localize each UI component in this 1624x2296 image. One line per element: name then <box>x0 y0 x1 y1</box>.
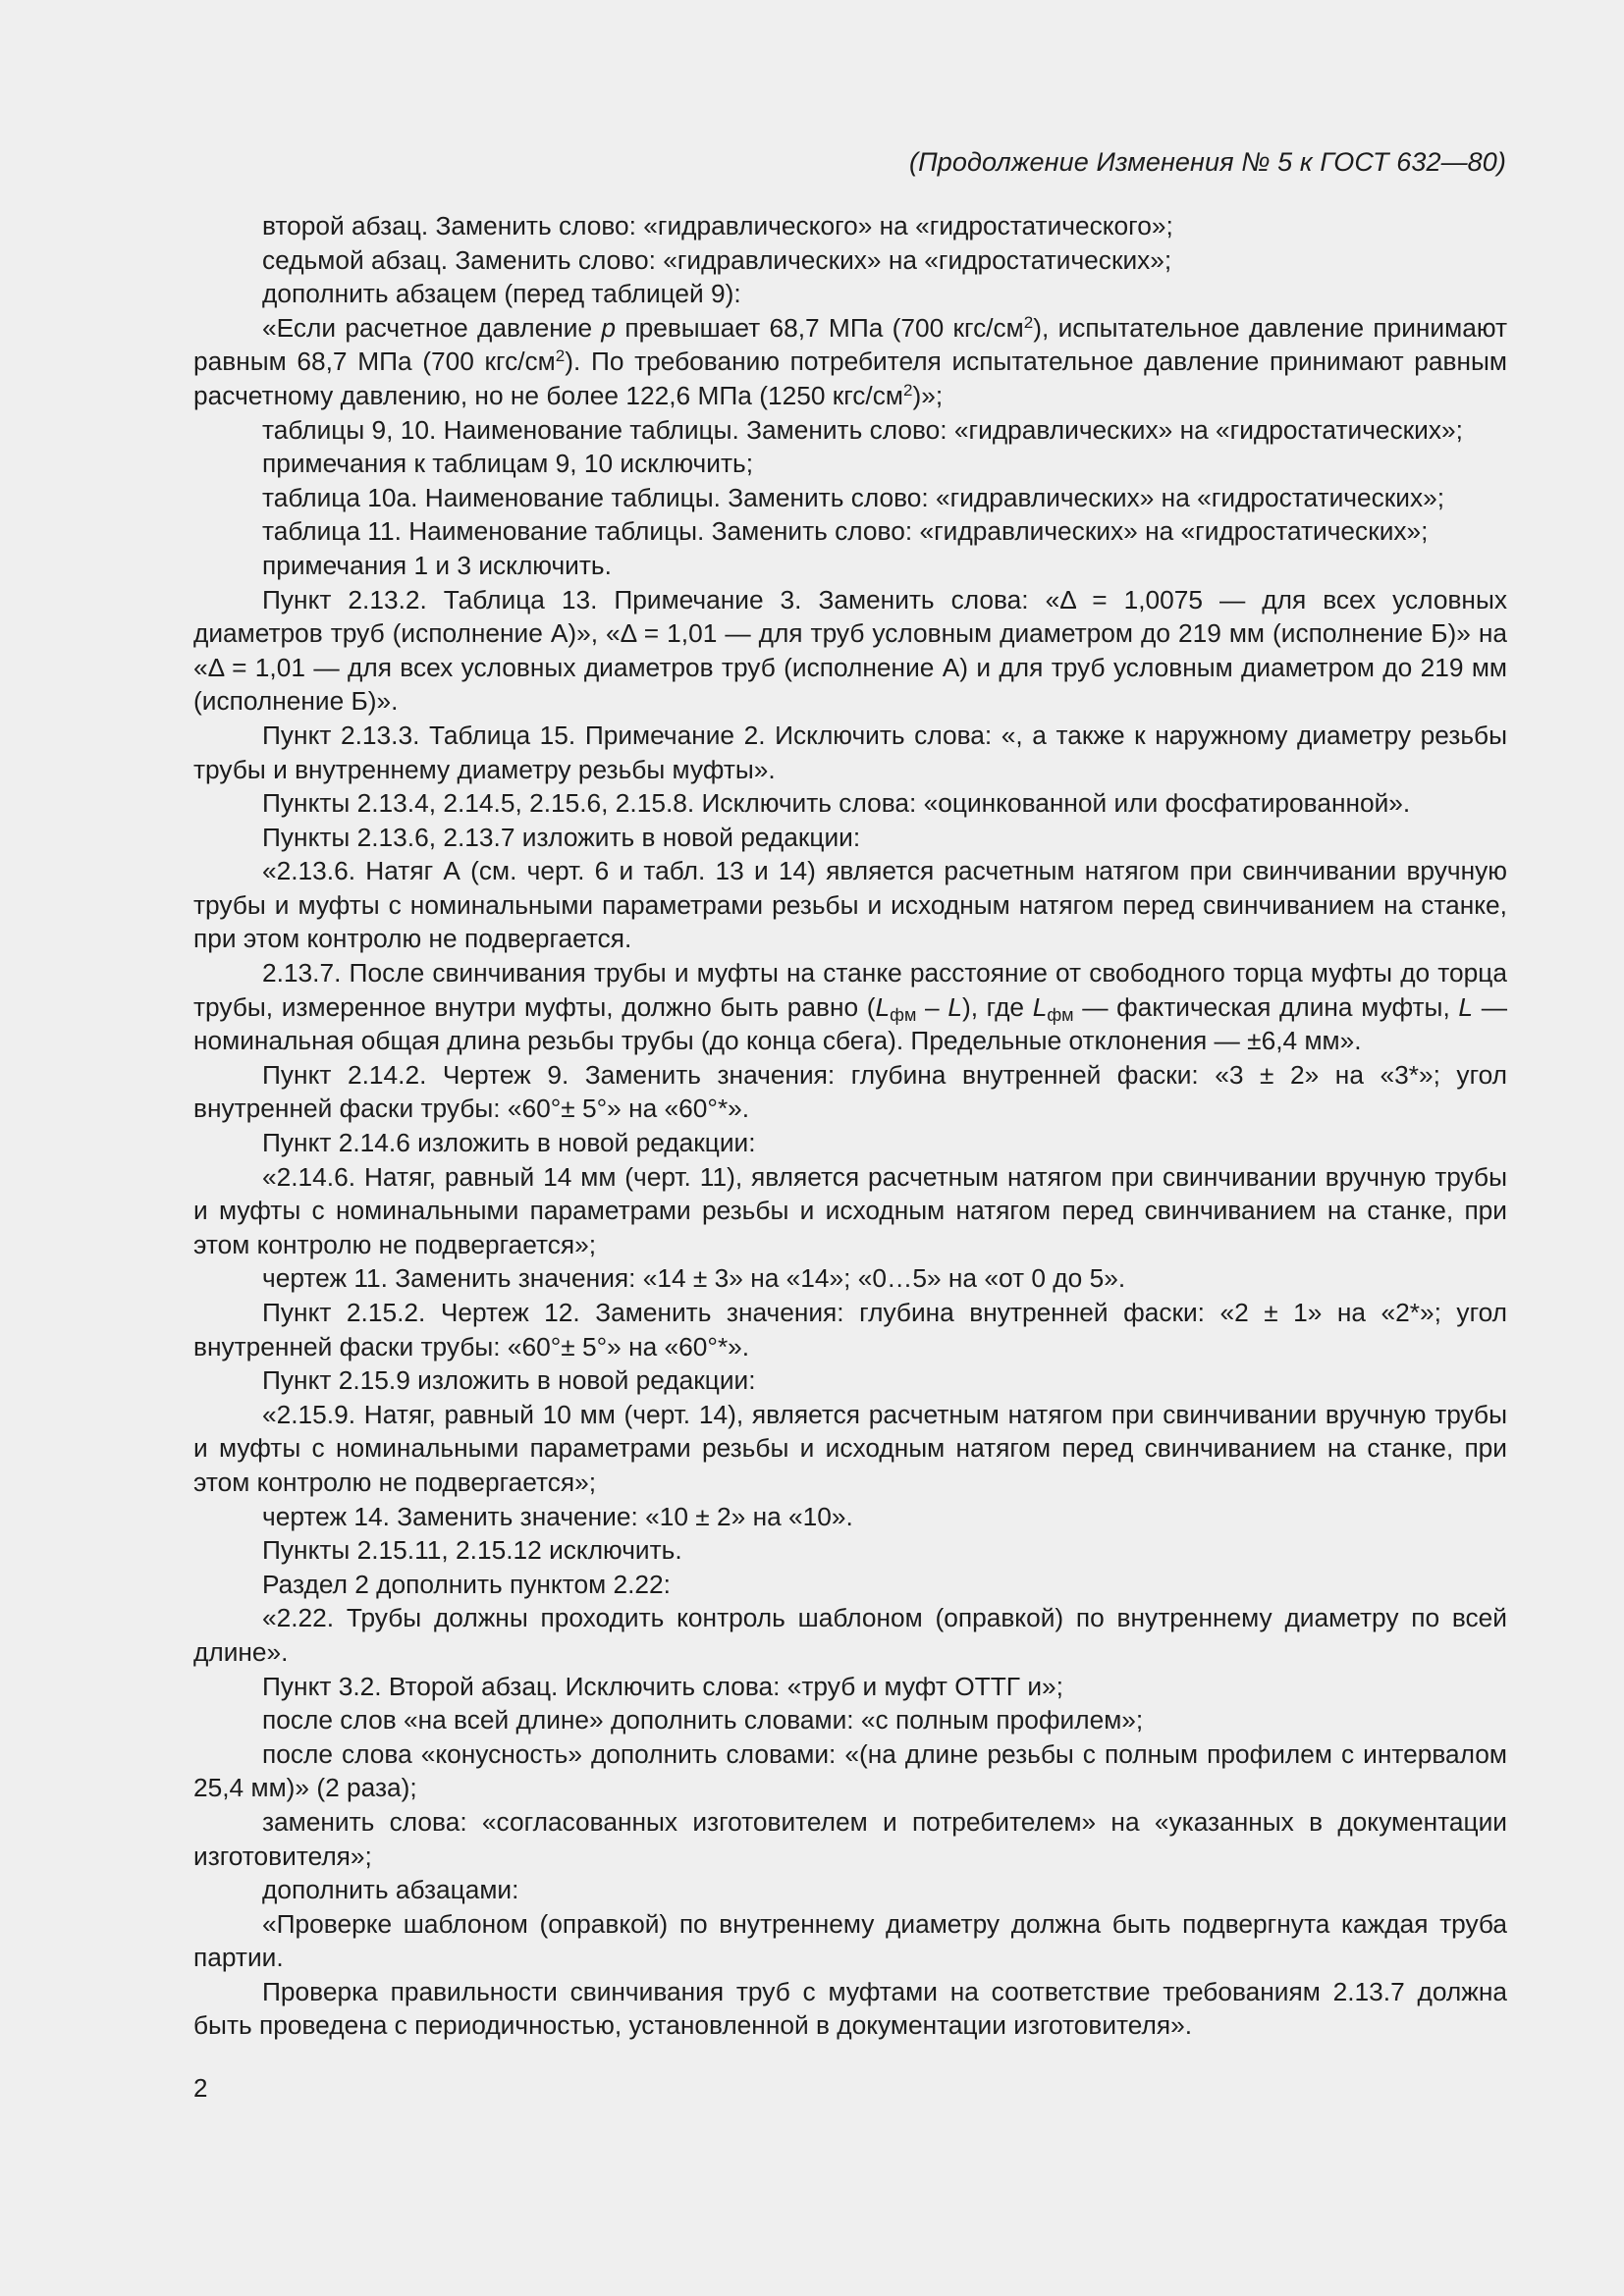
paragraph: седьмой абзац. Заменить слово: «гидравлических» на «гидростатических»; <box>262 244 1172 275</box>
paragraph: Пункт 2.15.2. Чертеж 12. Заменить значения: глубина внутренней фаски: «2 ± 1» на «2*»; угол внутренней фаски трубы: «60°± 5°» на «60°*». <box>193 1298 1507 1362</box>
paragraph: чертеж 11. Заменить значения: «14 ± 3» на «14»; «0…5» на «от 0 до 5». <box>262 1263 1126 1294</box>
paragraph: Пункт 3.2. Второй абзац. Исключить слова: «труб и муфт ОТТГ и»; <box>262 1671 1063 1701</box>
paragraph: примечания к таблицам 9, 10 исключить; <box>262 449 754 479</box>
paragraph: Пункт 2.13.3. Таблица 15. Примечание 2. Исключить слова: «, а также к наружному диаметру резьбы трубы и внутреннему диаметру резьбы муфты». <box>193 720 1507 784</box>
paragraph: таблицы 9, 10. Наименование таблицы. Заменить слово: «гидравлических» на «гидростатических»; <box>262 414 1463 445</box>
paragraph: дополнить абзацами: <box>262 1875 519 1905</box>
page-number: 2 <box>193 2073 208 2103</box>
paragraph: Пункт 2.13.2. Таблица 13. Примечание 3. Заменить слова: «Δ = 1,0075 — для всех условных диаметров труб (исполнение А)», «Δ = 1,01 — для труб условным диаметром до 219 мм (исполнение Б)» на «Δ = 1,01 — для всех условных диаметров труб (исполнение А) и для труб условным диаметром до 219 мм (исполнение Б)». <box>193 584 1507 717</box>
paragraph: Пункт 2.14.6 изложить в новой редакции: <box>262 1128 756 1158</box>
paragraph: таблица 10а. Наименование таблицы. Заменить слово: «гидравлических» на «гидростатических»; <box>262 482 1445 512</box>
paragraph: дополнить абзацем (перед таблицей 9): <box>262 279 741 309</box>
page-header: (Продолжение Изменения № 5 к ГОСТ 632—80) <box>909 147 1506 177</box>
paragraph: Пункт 2.14.2. Чертеж 9. Заменить значения: глубина внутренней фаски: «3 ± 2» на «3*»; угол внутренней фаски трубы: «60°± 5°» на «60°*». <box>193 1059 1507 1124</box>
paragraph: примечания 1 и 3 исключить. <box>262 550 612 580</box>
paragraph: 2.13.7. После свинчивания трубы и муфты на станке расстояние от свободного торца муфты до торца трубы, измеренное внутри муфты, должно быть равно $(L_{фм} - L)$, где $L_{фм}$ — фактическая длина муфты, L — номинальная общая длина резьбы трубы (до конца сбега). Предельные отклонения — ±6,4 мм». <box>193 958 1508 1056</box>
paragraph: после слова «конусность» дополнить словами: «(на длине резьбы с полным профилем с интервалом 25,4 мм)» (2 раза); <box>193 1738 1507 1803</box>
paragraph: чертеж 14. Заменить значение: «10 ± 2» на «10». <box>262 1501 853 1531</box>
paragraph: Пункты 2.13.6, 2.13.7 изложить в новой редакции: <box>262 822 861 852</box>
paragraph: Раздел 2 дополнить пунктом 2.22: <box>262 1569 671 1599</box>
paragraph: после слов «на всей длине» дополнить словами: «с полным профилем»; <box>262 1705 1144 1735</box>
paragraph: «Проверке шаблоном (оправкой) по внутреннему диаметру должна быть подвергнута каждая труба партии. <box>193 1908 1507 1973</box>
paragraph: «2.15.9. Натяг, равный 10 мм (черт. 14), является расчетным натягом при свинчивании вручную трубы и муфты с номинальными параметрами резьбы и исходным натягом перед свинчиванием на станке, при этом контролю не подвергается»; <box>193 1399 1507 1497</box>
paragraph: Пункты 2.15.11, 2.15.12 исключить. <box>262 1535 682 1566</box>
paragraph: второй абзац. Заменить слово: «гидравлического» на «гидростатического»; <box>262 211 1173 240</box>
paragraph: «2.22. Трубы должны проходить контроль шаблоном (оправкой) по внутреннему диаметру по всей длине». <box>193 1603 1507 1667</box>
paragraph: Проверка правильности свинчивания труб с муфтами на соответствие требованиям 2.13.7 должна быть проведена с периодичностью, установленной в документации изготовителя». <box>193 1976 1507 2041</box>
document-body <box>193 209 1507 2043</box>
paragraph: Пункт 2.15.9 изложить в новой редакции: <box>262 1365 756 1396</box>
paragraph: таблица 11. Наименование таблицы. Заменить слово: «гидравлических» на «гидростатических»; <box>262 516 1429 547</box>
paragraph: «Если расчетное давление p превышает 68,7 МПа (700 кгс/$см^2$), испытательное давление принимают равным 68,7 МПа (700 кгс/$см^2$). По требованию потребителя испытательное давление принимают равным расчетному давлению, но не более 122,6 МПа (1250 кгс/$см^2$)»; <box>193 312 1508 410</box>
paragraph: Пункты 2.13.4, 2.14.5, 2.15.6, 2.15.8. Исключить слова: «оцинкованной или фосфатированной». <box>262 788 1411 819</box>
paragraph: заменить слова: «согласованных изготовителем и потребителем» на «указанных в документации изготовителя»; <box>193 1806 1507 1871</box>
paragraph: «2.13.6. Натяг А (см. черт. 6 и табл. 13 и 14) является расчетным натягом при свинчивании вручную трубы и муфты с номинальными параметрами резьбы и исходным натягом перед свинчиванием на станке, при этом контролю не подвергается. <box>193 856 1507 954</box>
paragraph: «2.14.6. Натяг, равный 14 мм (черт. 11), является расчетным натягом при свинчивании вручную трубы и муфты с номинальными параметрами резьбы и исходным натягом перед свинчиванием на станке, при этом контролю не подвергается»; <box>193 1161 1507 1259</box>
